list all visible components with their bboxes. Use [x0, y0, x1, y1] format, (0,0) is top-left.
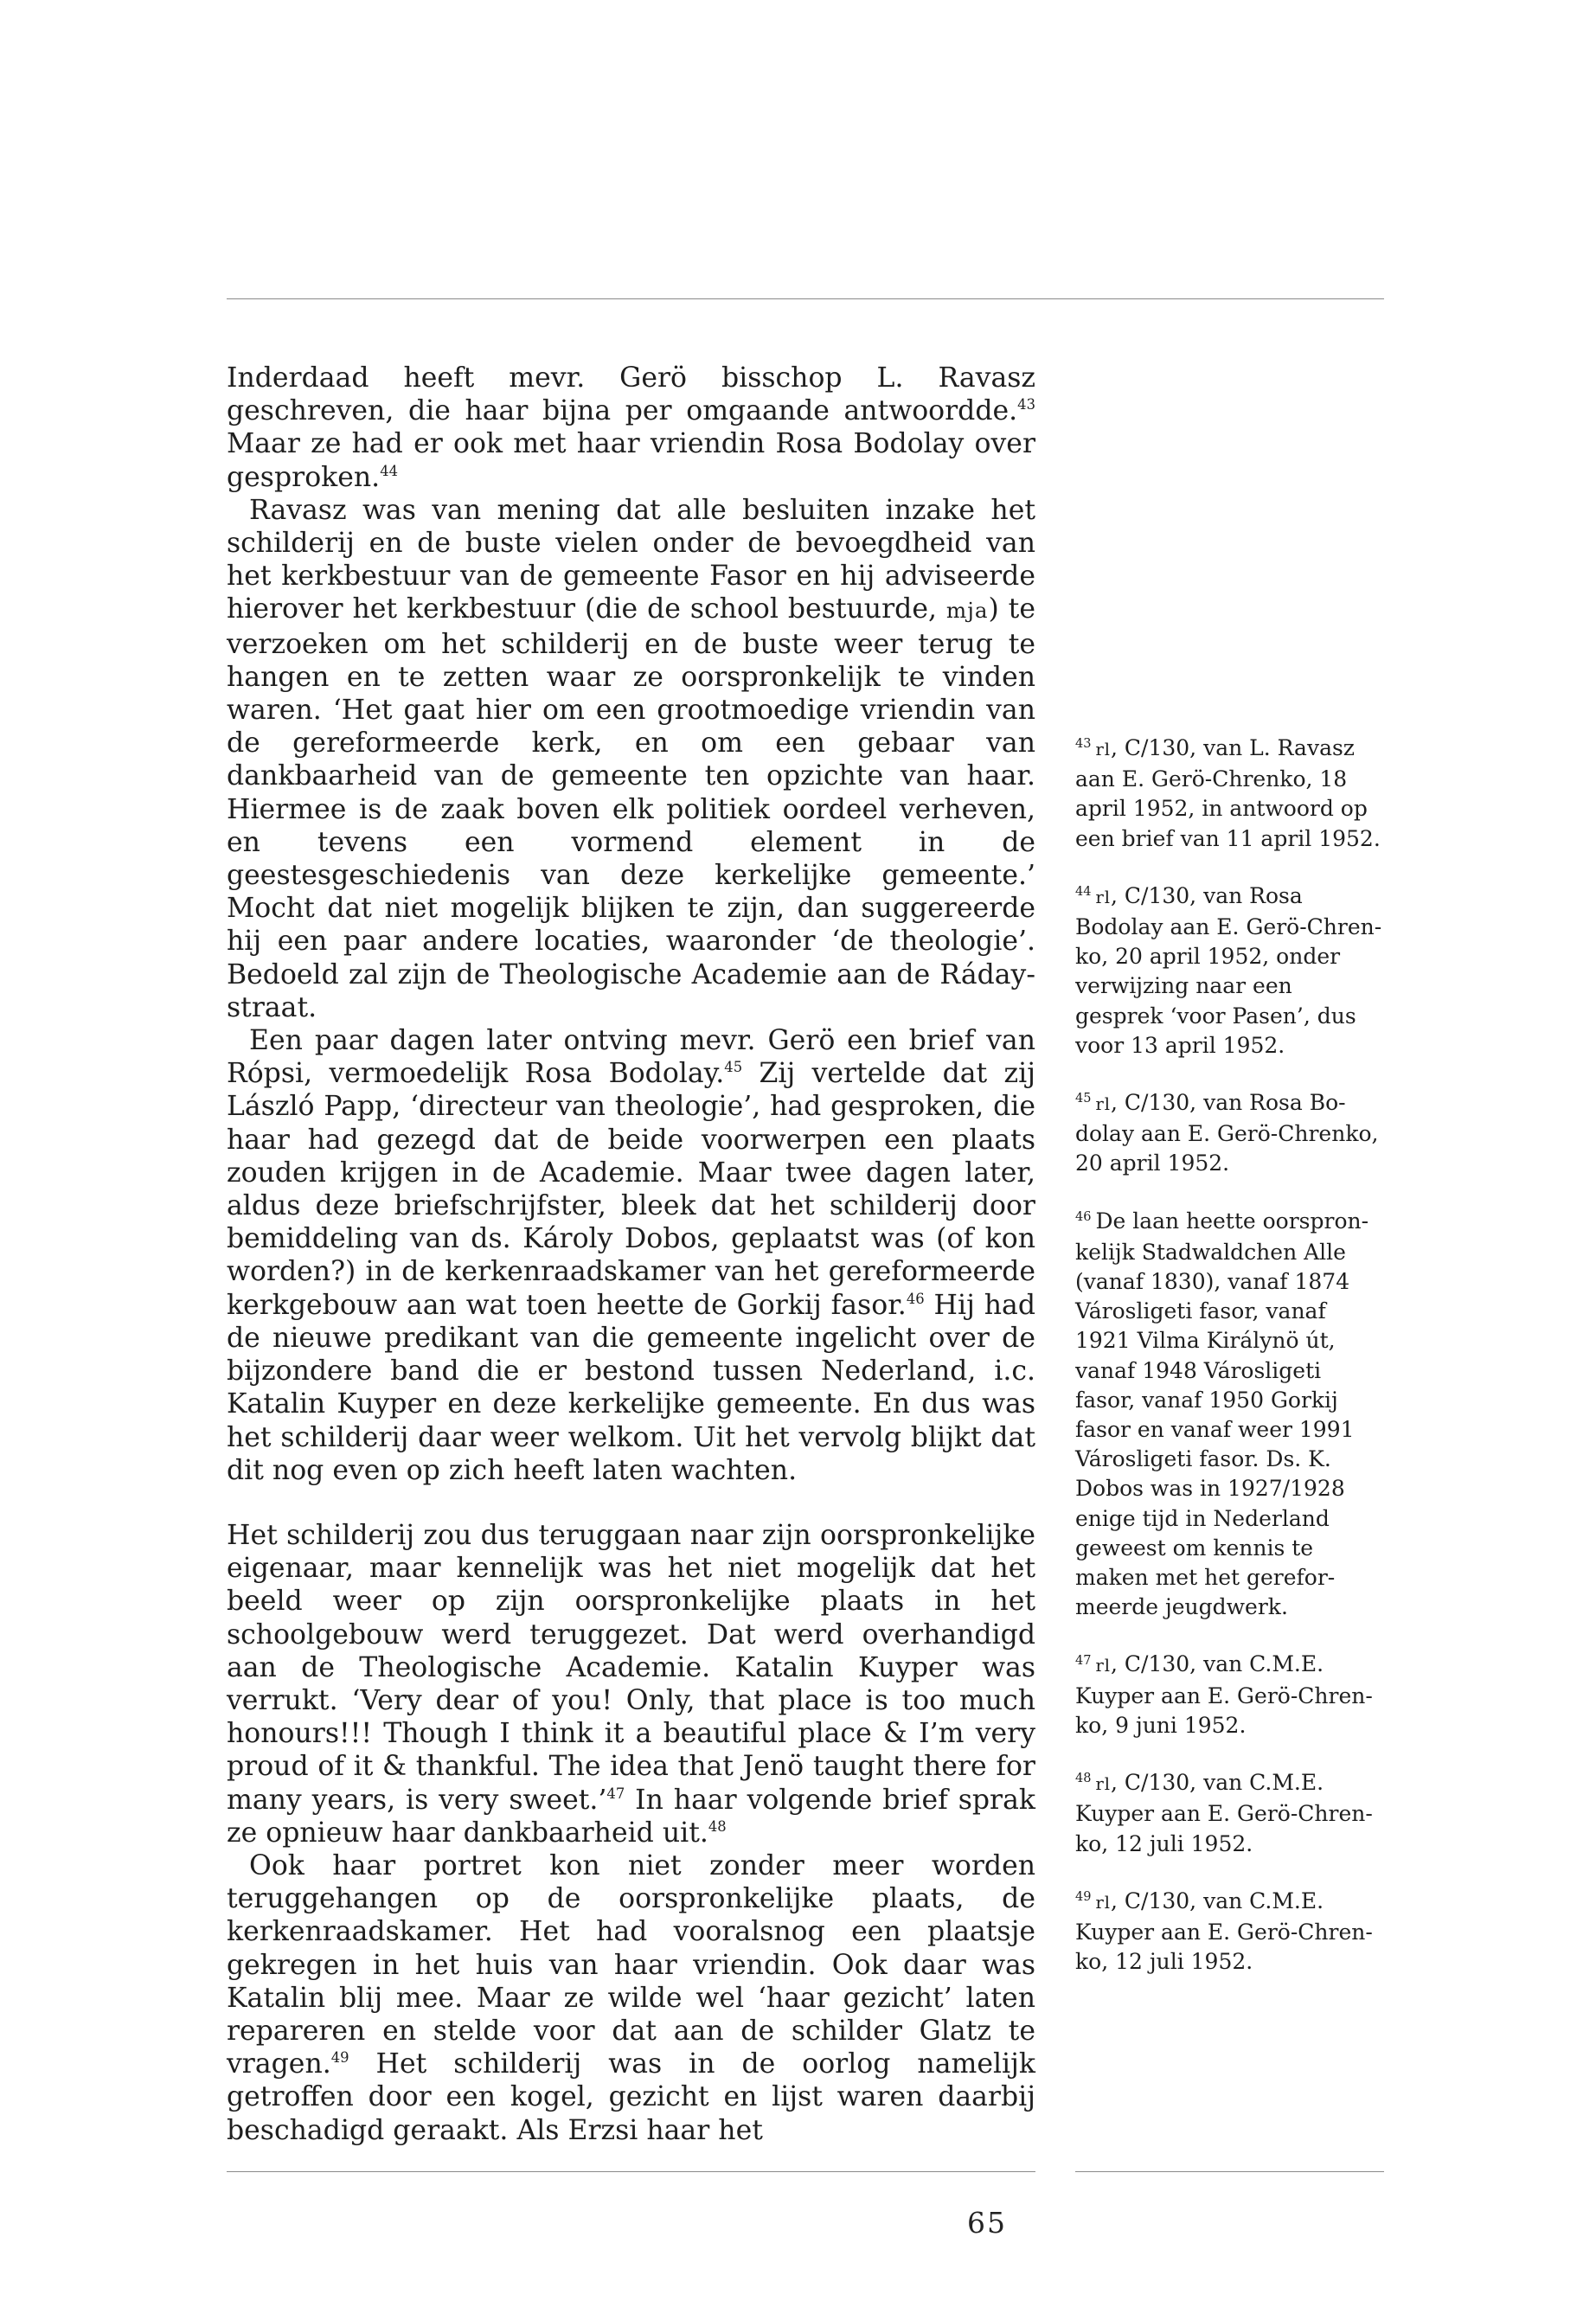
footnote-ref-46[interactable]: 46 [906, 1290, 925, 1307]
footnote-46: $^{46}$ De laan heette oorspronkelijk Stadwaldchen Alle (vanaf 1830), vanaf 1874 Városligeti fasor, vanaf 1921 Vilma Királynö út, vanaf 1948 Városligeti fasor, vanaf 1950 Gorkij fasor en vanaf weer 1991 Városligeti fasor. Ds. K. Dobos was in 1927/1928 enige tijd in Nederland geweest om kennis te maken met het gereformeerde jeugdwerk. [1075, 1208, 1369, 1620]
notes-bottom-rule [1075, 2171, 1384, 2172]
main-bottom-rule [227, 2171, 1035, 2172]
top-rule [227, 298, 1384, 299]
paragraph-2: Ravasz was van mening dat alle besluiten inzake het schilderij en de buste vielen onder de bevoegdheid van het kerkbestuur van de gemeente Fasor en hij adviseerde hierover het kerkbestuur (die de school bestuurde, mja) te verzoeken om het schilderij en de buste weer terug te hangen en te zetten waar ze oorspronkelijk te vinden waren. ‘Het gaat hier om een grootmoedige vriendin van de gereformeerde kerk, en om een gebaar van dankbaarheid van de gemeente ten opzichte van haar. Hiermee is de zaak boven elk politiek oordeel verheven, en tevens een vormend element in de geestesgeschiedenis van deze kerkelijke gemeente.’ Mocht dat niet mogelijk blijken te zijn, dan suggereerde hij een paar andere locaties, waaronder ‘de theologie’. Bedoeld zal zijn de Theologische Academie aan de Ráday-straat. [227, 494, 1035, 1023]
footnote-49: $^{49}$ rl, C/130, van C.M.E. Kuyper aan E. Gerö-Chrenko, 12 juli 1952. [1075, 1888, 1373, 1975]
main-text-column [227, 362, 1035, 2147]
footnote-45: $^{45}$ rl, C/130, van Rosa Bodolay aan E. Gerö-Chrenko, 20 april 1952. [1075, 1090, 1379, 1176]
footnote-44: $^{44}$ rl, C/130, van Rosa Bodolay aan E. Gerö-Chrenko, 20 april 1952, onder verwijzing naar een gesprek ‘voor Pasen’, dus voor 13 april 1952. [1075, 882, 1382, 1058]
footnotes-column [1075, 734, 1384, 2004]
footnote-ref-48[interactable]: 48 [708, 1817, 727, 1835]
footnote-43: $^{43}$ rl, C/130, van L. Ravasz aan E. Gerö-Chrenko, 18 april 1952, in antwoord op een brief van 11 april 1952. [1075, 735, 1381, 851]
footnote-48: $^{48}$ rl, C/130, van C.M.E. Kuyper aan E. Gerö-Chrenko, 12 juli 1952. [1075, 1770, 1373, 1856]
footnote-ref-44[interactable]: 44 [380, 462, 399, 479]
footnote-ref-45[interactable]: 45 [724, 1059, 743, 1076]
paragraph-4: Het schilderij zou dus teruggaan naar zijn oorspronkelijke eigenaar, maar kennelijk was het niet mogelijk dat het beeld weer op zijn oorspronkelijke plaats in het schoolgebouw werd teruggezet. Dat werd overhandigd aan de Theologische Academie. Katalin Kuyper was verrukt. ‘Very dear of you! Only, that place is too much honours!!! Though I think it a beautiful place & I’m very proud of it & thankful. The idea that Jenö taught there for many years, is very sweet.’$^{47}$ In haar volgende brief sprak ze opnieuw haar dankbaarheid uit.$^{48}$ [227, 1519, 1035, 1849]
page-number: 65 [967, 2206, 1007, 2240]
footnote-ref-47[interactable]: 47 [606, 1785, 625, 1802]
paragraph-1: Inderdaad heeft mevr. Gerö bisschop L. Ravasz geschreven, die haar bijna per omgaande antwoordde.$^{43}$ Maar ze had er ook met haar vriendin Rosa Bodolay over gesproken.$^{44}$ [227, 362, 1035, 493]
paragraph-3: Een paar dagen later ontving mevr. Gerö een brief van Rópsi, vermoedelijk Rosa Bodolay.$^{45}$ Zij vertelde dat zij László Papp, ‘directeur van theologie’, had gesproken, die haar had gezegd dat de beide voorwerpen een plaats zouden krijgen in de Academie. Maar twee dagen later, aldus deze briefschrijfster, bleek dat het schilderij door bemiddeling van ds. Károly Dobos, geplaatst was (of kon worden?) in de kerkenraadskamer van het gereformeerde kerkgebouw aan wat toen heette de Gorkij fasor.$^{46}$ Hij had de nieuwe predikant van die gemeente ingelicht over de bijzondere band die er bestond tussen Nederland, i.c. Katalin Kuyper en deze kerkelijke gemeente. En dus was het schilderij daar weer welkom. Uit het vervolg blijkt dat dit nog even op zich heeft laten wachten. [227, 1025, 1035, 1486]
footnote-ref-49[interactable]: 49 [330, 2049, 349, 2067]
paragraph-5: Ook haar portret kon niet zonder meer worden teruggehangen op de oorspronkelijke plaats, de kerkenraadskamer. Het had vooralsnog een plaatsje gekregen in het huis van haar vriendin. Ook daar was Katalin blij mee. Maar ze wilde wel ‘haar gezicht’ laten repareren en stelde voor dat aan de schilder Glatz te vragen.$^{49}$ Het schilderij was in de oorlog namelijk getroffen door een kogel, gezicht en lijst waren daarbij beschadigd geraakt. Als Erzsi haar het [227, 1849, 1035, 2146]
footnote-47: $^{47}$ rl, C/130, van C.M.E. Kuyper aan E. Gerö-Chrenko, 9 juni 1952. [1075, 1651, 1373, 1738]
footnote-ref-43[interactable]: 43 [1017, 396, 1035, 413]
abbreviation-mja: mja [945, 598, 989, 624]
